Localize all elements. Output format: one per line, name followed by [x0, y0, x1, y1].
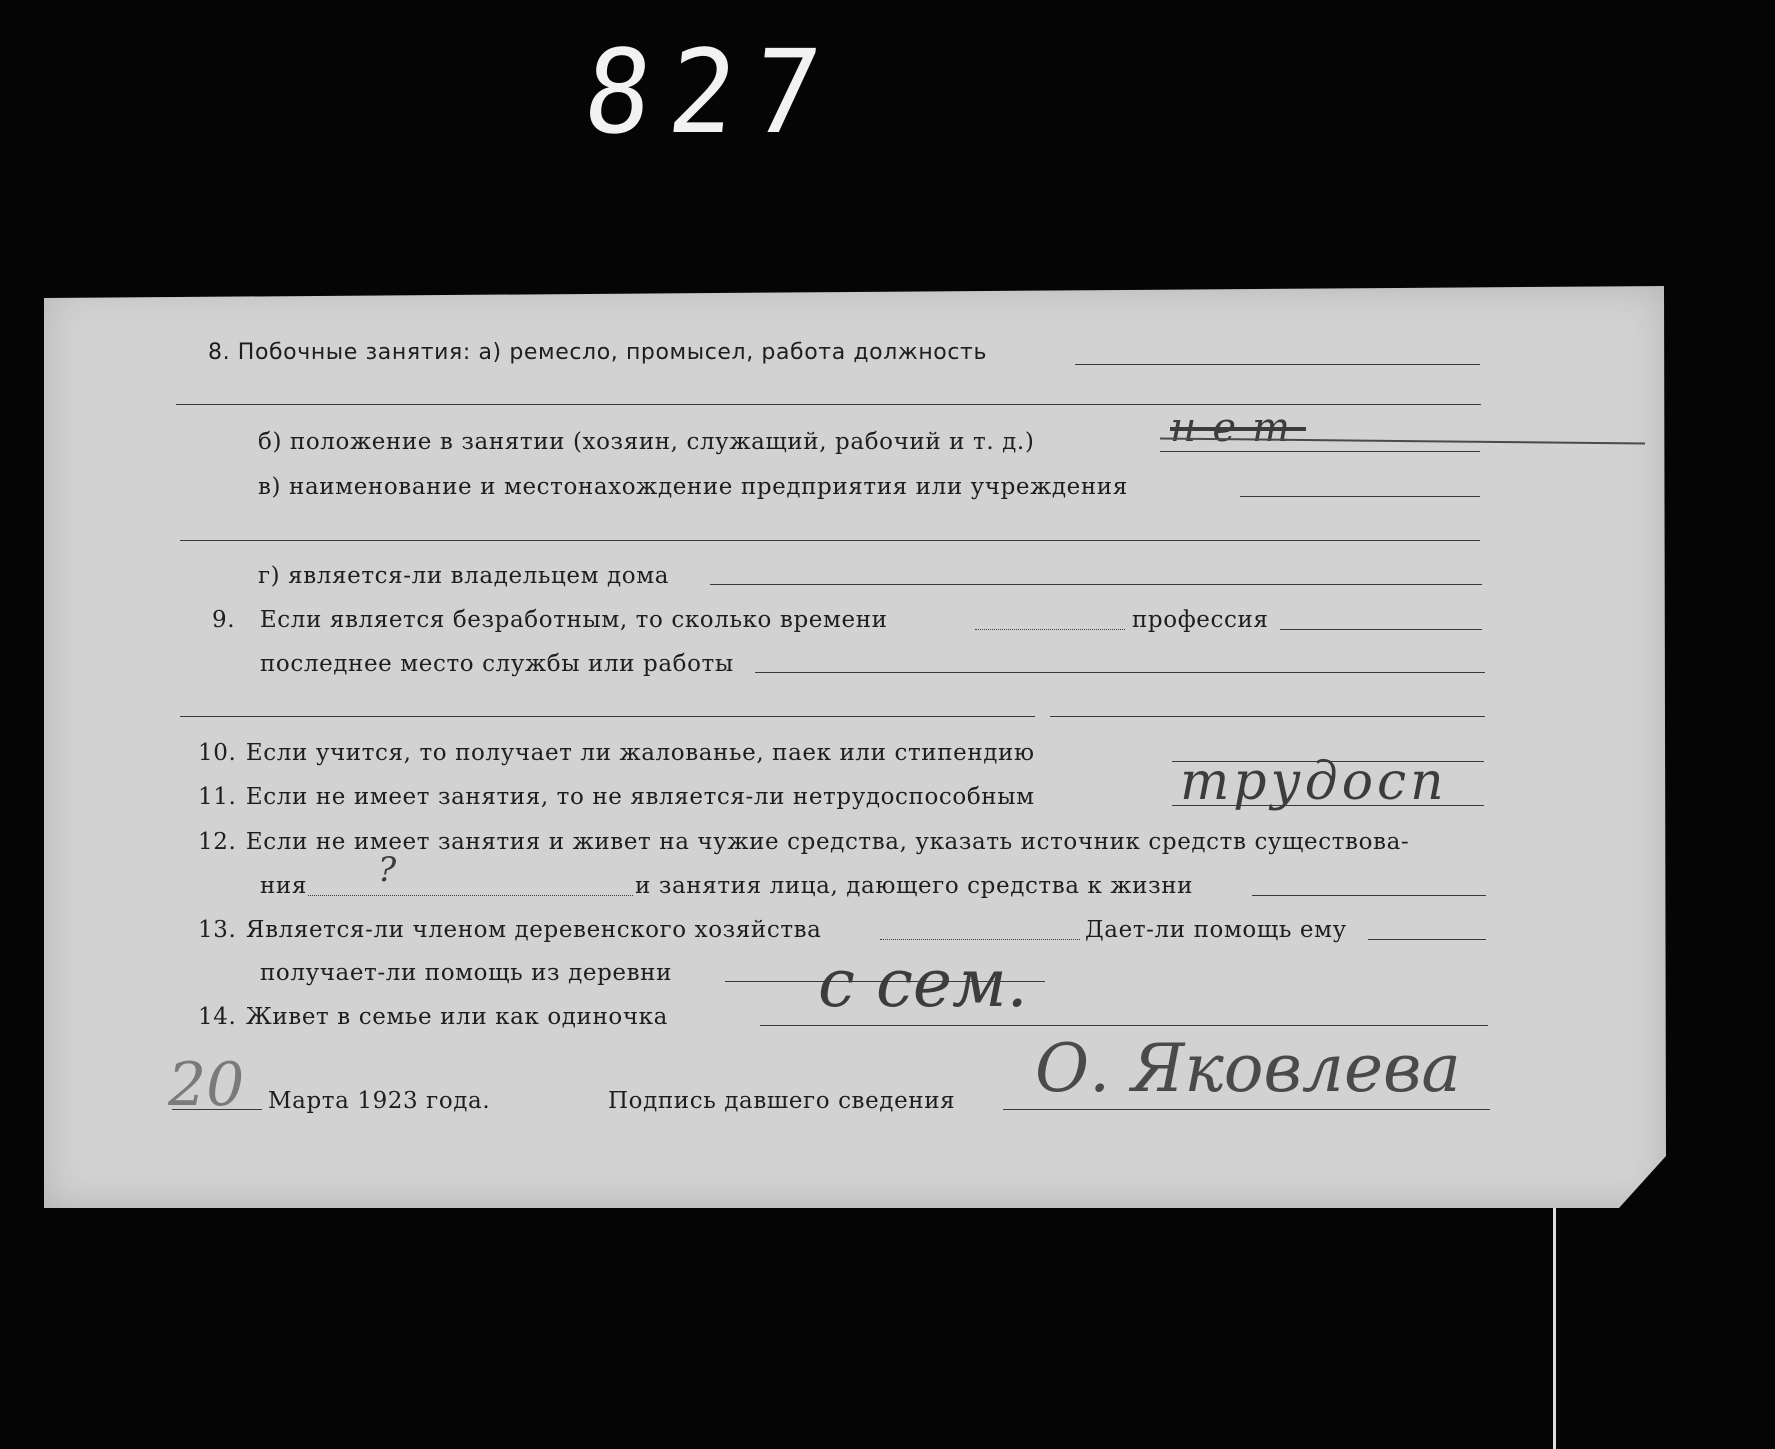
item-12b-text: ния [260, 873, 307, 899]
item-12b-answer-line [308, 895, 633, 896]
item-8g-text: г) является-ли владельцем дома [258, 563, 670, 589]
item-12-number: 12. [198, 829, 237, 855]
item-13-line [198, 917, 822, 943]
item-8b-line [258, 429, 1034, 455]
item-11-handwritten-answer: трудосп [1180, 752, 1448, 812]
item-9b-answer-line-2b [1050, 716, 1485, 717]
item-8b-handwritten-answer: нет [1170, 405, 1306, 451]
date-day-line [172, 1109, 262, 1110]
item-14-answer-line [760, 1025, 1488, 1026]
item-9b-line [260, 651, 734, 677]
item-8v-line [258, 474, 1128, 500]
item-13-text: Является-ли членом деревенского хозяйства [245, 917, 822, 943]
item-11-text: Если не имеет занятия, то не является-ли нетрудоспособным [245, 784, 1035, 810]
item-10-line [198, 740, 1035, 766]
item-14-text: Живет в семье или как одиночка [245, 1004, 668, 1030]
item-13b-text: получает-ли помощь из деревни [260, 960, 673, 986]
item-9b-text: последнее место службы или работы [260, 651, 734, 677]
item-12b-answer-line-2 [1252, 895, 1486, 896]
date-day: 20 [168, 1050, 245, 1120]
item-8g-line [258, 563, 669, 589]
item-13-number: 13. [198, 917, 237, 943]
item-9b-answer-line [755, 672, 1485, 673]
item-9-profession-line [1280, 629, 1482, 630]
item-8-text: Побочные занятия: а) ремесло, промысел, работа должность [237, 340, 988, 365]
frame-number: 827 [578, 24, 845, 160]
item-12-handwritten-mark: ? [378, 850, 397, 890]
item-14-line [198, 1004, 668, 1030]
item-9b-answer-line-2a [180, 716, 1035, 717]
date-text: Марта 1923 года. [268, 1088, 491, 1114]
item-10-number: 10. [198, 740, 237, 766]
item-8-number: 8. [208, 340, 231, 365]
item-11-line [198, 784, 1035, 810]
item-13-help-line [1368, 939, 1486, 940]
item-9-dotted-line [975, 629, 1125, 630]
item-9-number: 9. [212, 607, 236, 633]
item-8v-text: в) наименование и местонахождение предприятия или учреждения [258, 474, 1128, 500]
item-13-help-label: Дает-ли помощь ему [1085, 917, 1347, 943]
item-8b-answer-line [1160, 451, 1480, 452]
item-14-handwritten-answer: с сем. [818, 945, 1028, 1022]
item-8v-answer-line [1240, 496, 1480, 497]
item-9-line [212, 607, 888, 633]
item-12-text: Если не имеет занятия и живет на чужие средства, указать источник средств существова- [245, 829, 1410, 855]
item-8g-answer-line [710, 584, 1482, 585]
item-8v-answer-line-2 [180, 540, 1480, 541]
item-8b-text: б) положение в занятии (хозяин, служащий, рабочий и т. д.) [258, 429, 1035, 455]
item-13-dotted-line [880, 939, 1080, 940]
item-12b-line [260, 873, 307, 899]
item-10-text: Если учится, то получает ли жалованье, паек или стипендию [245, 740, 1035, 766]
item-14-number: 14. [198, 1004, 237, 1030]
item-13b-line [260, 960, 672, 986]
signature-label: Подпись давшего сведения [608, 1088, 956, 1114]
film-edge-line [1553, 1208, 1556, 1449]
item-8-answer-line [1075, 364, 1480, 365]
item-11-number: 11. [198, 784, 237, 810]
item-9-text: Если является безработным, то сколько времени [259, 607, 888, 633]
signature-line [1003, 1109, 1490, 1110]
item-9-profession-label: профессия [1132, 607, 1269, 633]
item-12b-text-2: и занятия лица, дающего средства к жизни [635, 873, 1194, 899]
signature: О. Яковлева [1035, 1030, 1461, 1107]
item-8-line [208, 340, 987, 365]
